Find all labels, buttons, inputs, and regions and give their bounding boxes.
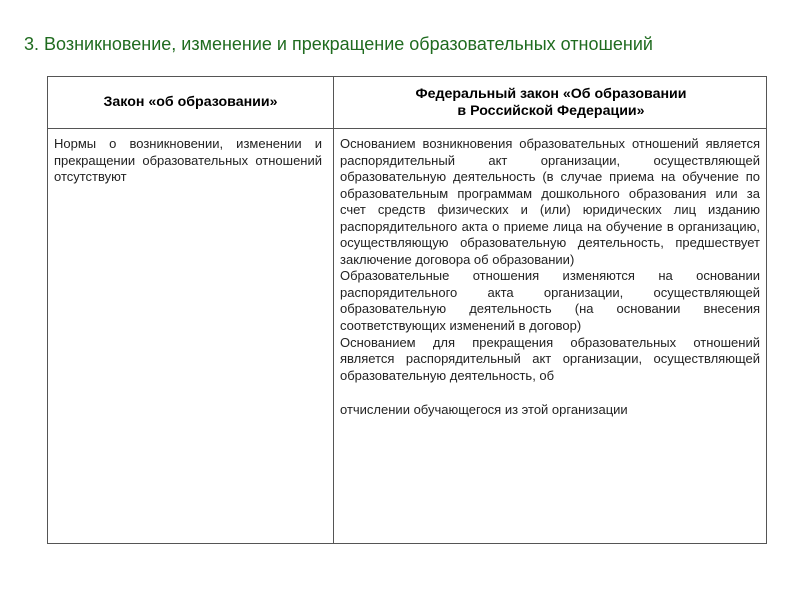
cell-right-paragraph-4: отчислении обучающегося из этой организации (340, 402, 628, 418)
header-right-line2: в Российской Федерации» (457, 102, 645, 119)
header-left: Закон «об образовании» (103, 94, 278, 110)
cell-left: Нормы о возникновении, изменении и прекращении образовательных отношений отсутствуют (54, 136, 322, 185)
cell-right-paragraph-3: Основанием для прекращения образовательных отношений является распорядительный акт организации, осуществляющей образовательную деятельность, об (340, 334, 760, 383)
column-divider (333, 77, 334, 543)
comparison-table (47, 76, 767, 544)
cell-right-paragraph-1: Основанием возникновения образовательных отношений является распорядительный акт организации, осуществляющей образовательную деятельность (в случае приема на обучение по образовательным программам дошкольного образования или за счет средств физических и (или) юридических лиц изданию распорядительного акта о приеме лица на обучение в организацию, осуществляющую образовательную деятельность, предшествует заключение договора об образовании) (340, 136, 760, 267)
page-title: 3. Возникновение, изменение и прекращение образовательных отношений (24, 34, 653, 54)
header-divider (48, 128, 766, 129)
header-right-line1: Федеральный закон «Об образовании (415, 85, 687, 102)
header-right (334, 77, 768, 128)
cell-right-paragraph-2: Образовательные отношения изменяются на основании распорядительного акта организации, осуществляющей образовательную деятельность (на основании внесения соответствующих изменений в договор) (340, 268, 760, 334)
cell-right (340, 136, 760, 419)
